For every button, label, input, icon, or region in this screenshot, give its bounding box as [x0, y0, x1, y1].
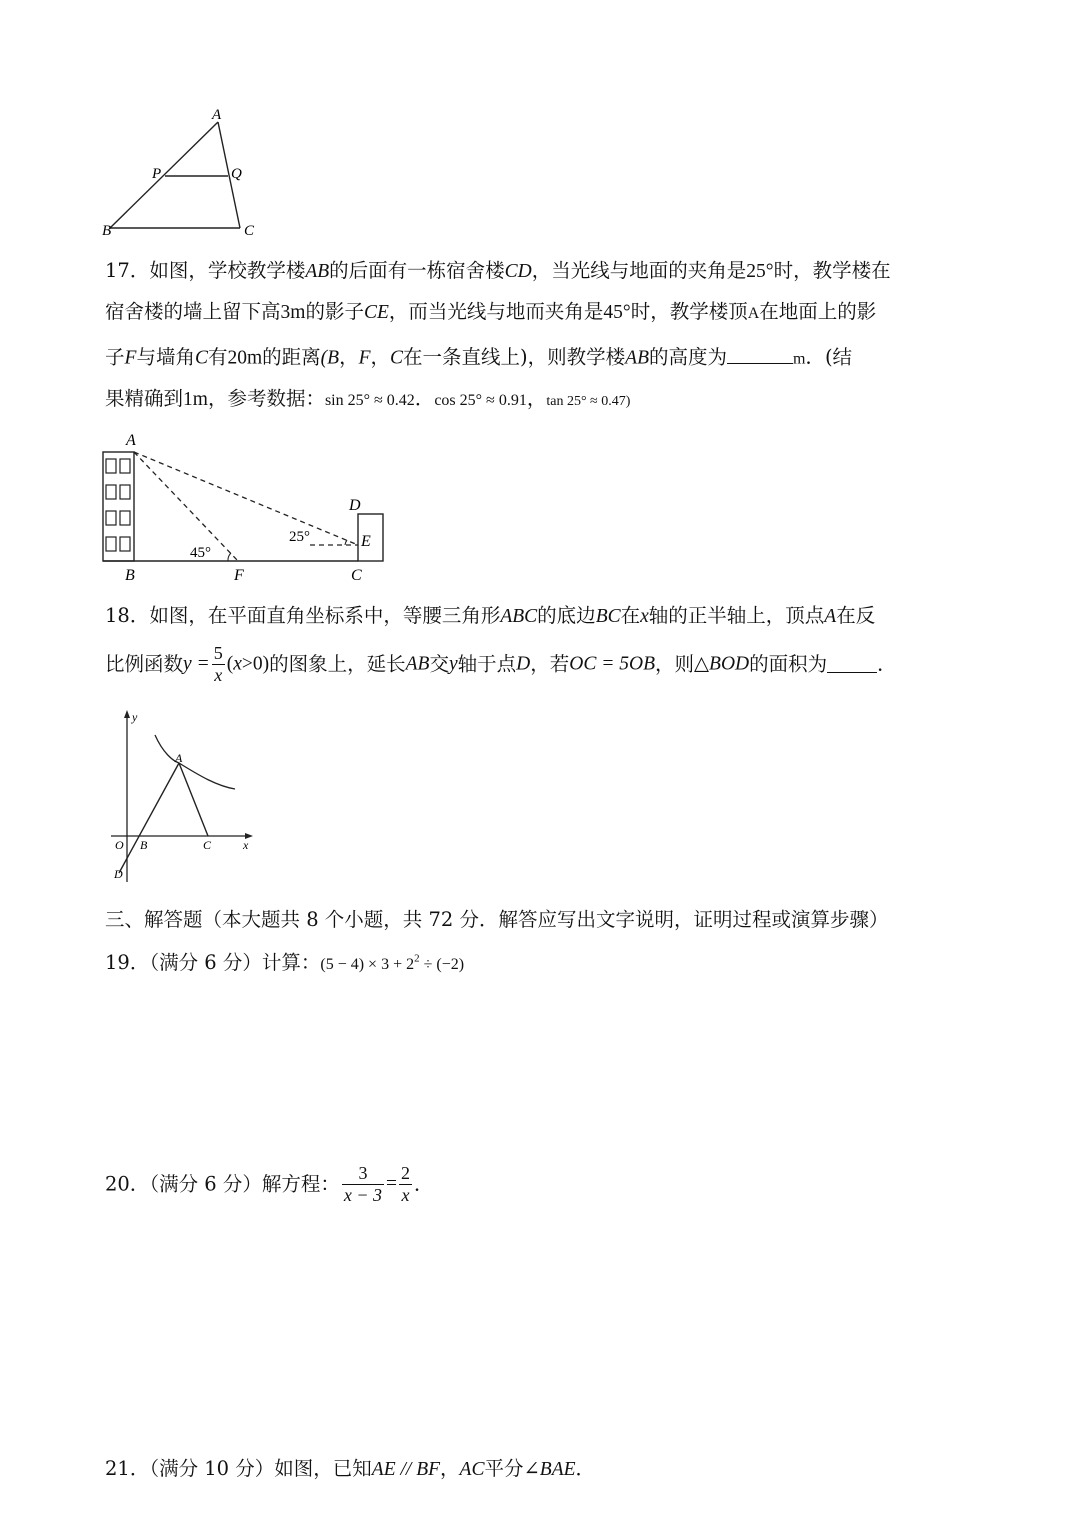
q17-line-3: 子F与墙角C有20m的距离(B，F，C在一条直线上)，则教学楼AB的高度为 m．(结	[105, 345, 853, 369]
fraction-2-over-x: $\frac{2}{x}$	[401, 1163, 411, 1205]
q21: 21．（满分 10 分）如图，已知AE // BF，AC平分∠BAE．	[105, 1457, 596, 1480]
section-3-heading: 三、解答题（本大题共 8 个小题，共 72 分．解答应写出文字说明，证明过程或演算步骤）	[105, 908, 889, 931]
label-d: D	[349, 497, 361, 514]
q18-line-2: 比例函数y = $\frac{5}{x}$ (x>0)的图象上，延长AB交y轴于点D，若OC = 5OB，则△BOD的面积为 ．	[105, 643, 897, 685]
label-d: D	[114, 867, 123, 881]
answer-blank[interactable]	[827, 655, 877, 674]
q19: 19．（满分 6 分）计算：$(5 - 4) \times 3 + 2^2 \div (-2)$	[105, 951, 465, 974]
q17-line-2: 宿舍楼的墙上留下高3m的影子CE，而当光线与地而夹角是45°时，教学楼顶A在地面上的影	[105, 300, 877, 323]
label-y: y	[132, 710, 138, 724]
label-c: C	[203, 838, 212, 852]
label-angle-25: 25°	[289, 529, 310, 545]
q17-line-1: 17．如图，学校教学楼AB的后面有一栋宿舍楼CD，当光线与地面的夹角是25°时，教学楼在	[105, 259, 891, 282]
label-x: x	[243, 838, 249, 852]
figure-buildings	[95, 428, 395, 583]
label-b: B	[125, 567, 135, 583]
q18-line-1: 18．如图，在平面直角坐标系中，等腰三角形ABC的底边BC在x轴的正半轴上，顶点A在反	[105, 604, 876, 627]
answer-blank[interactable]	[727, 345, 793, 364]
label-c: C	[244, 223, 255, 239]
figure-triangle-pq	[95, 105, 275, 240]
label-b: B	[140, 838, 148, 852]
label-a: A	[175, 751, 183, 765]
label-q: Q	[231, 166, 242, 182]
label-p: P	[152, 166, 162, 182]
figure-coordinate-plane	[105, 708, 265, 886]
label-a: A	[212, 107, 222, 123]
label-b: B	[102, 223, 112, 239]
fraction-5-over-x: $\frac{5}{x}$	[213, 643, 223, 685]
fraction-3-over-x-3: $\frac{3}{x - 3}$	[343, 1163, 383, 1205]
label-c: C	[351, 567, 362, 583]
q17-line-4: 果精确到1m，参考数据：sin 25° ≈ 0.42．cos 25° ≈ 0.91，tan 25° ≈ 0.47)	[105, 387, 631, 410]
label-angle-45: 45°	[190, 545, 211, 561]
label-f: F	[234, 567, 244, 583]
label-a: A	[126, 432, 136, 449]
label-o: O	[115, 838, 124, 852]
q20: 20．（满分 6 分）解方程： $\frac{3}{x - 3}$ = $\frac{2}{x}$ ．	[105, 1163, 434, 1205]
label-e: E	[361, 533, 371, 550]
